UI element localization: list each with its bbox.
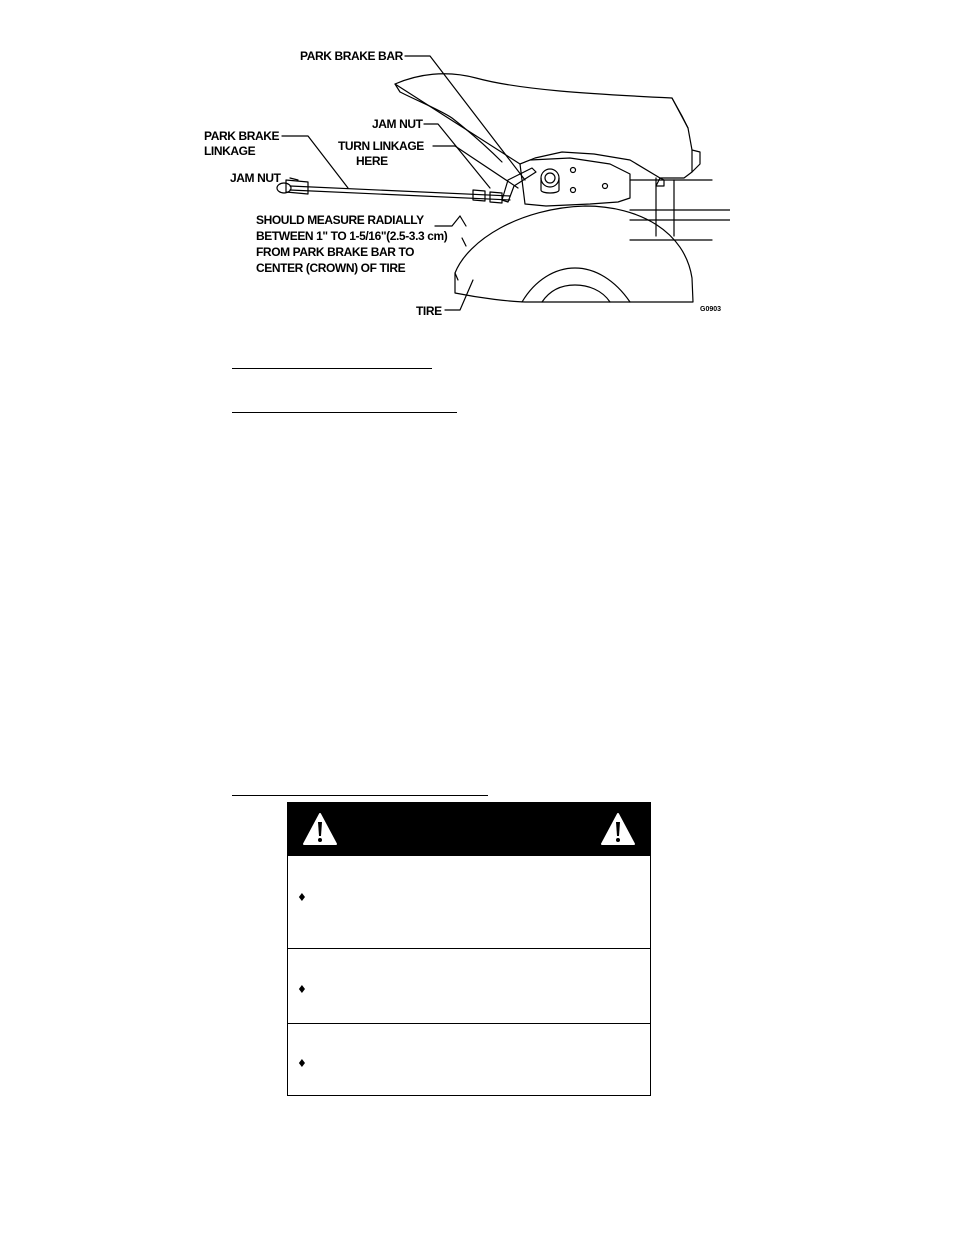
label-measure-3: FROM PARK BRAKE BAR TO xyxy=(256,245,415,259)
label-turn-linkage-2: HERE xyxy=(356,154,388,168)
brake-knob xyxy=(541,169,559,187)
warning-header xyxy=(288,803,650,856)
label-park-brake-linkage-1: PARK BRAKE xyxy=(204,129,280,143)
label-measure-1: SHOULD MEASURE RADIALLY xyxy=(256,213,424,227)
park-brake-diagram xyxy=(190,40,730,330)
warning-item xyxy=(288,856,650,948)
warning-triangle-icon xyxy=(600,812,636,846)
warning-item xyxy=(288,948,650,1023)
warning-triangle-icon xyxy=(302,812,338,846)
label-jam-nut-upper: JAM NUT xyxy=(372,117,423,131)
label-measure-2: BETWEEN 1" TO 1-5/16"(2.5-3.3 cm) xyxy=(256,229,448,243)
bullet-icon: ♦ xyxy=(297,1057,307,1070)
heading-rule-3 xyxy=(232,795,488,796)
label-park-brake-bar: PARK BRAKE BAR xyxy=(300,49,403,63)
label-jam-nut-left: JAM NUT xyxy=(230,171,281,185)
heading-rule-1 xyxy=(232,368,432,369)
heading-rule-2 xyxy=(232,412,457,413)
label-tire: TIRE xyxy=(416,304,442,318)
label-measure-4: CENTER (CROWN) OF TIRE xyxy=(256,261,406,275)
bullet-icon: ♦ xyxy=(297,891,307,904)
label-park-brake-linkage-2: LINKAGE xyxy=(204,144,256,158)
warning-box xyxy=(287,802,651,1096)
park-brake-illustration xyxy=(190,40,730,330)
bullet-icon: ♦ xyxy=(297,983,307,996)
figure-code: G0903 xyxy=(700,306,722,313)
label-turn-linkage-1: TURN LINKAGE xyxy=(338,139,424,153)
frame-plate xyxy=(520,158,630,206)
warning-item xyxy=(288,1023,650,1095)
